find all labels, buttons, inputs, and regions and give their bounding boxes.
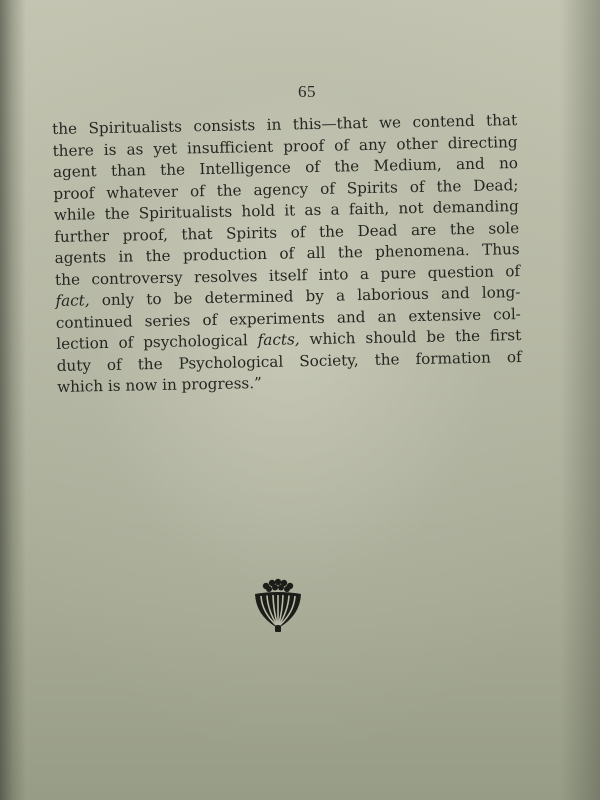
text-line: the Spiritualists consists in this—that we contend that xyxy=(52,111,518,138)
text-line: further proof, that Spirits of the Dead are the sole xyxy=(54,218,520,246)
text-line: while the Spiritualists hold it as a faith, not demanding xyxy=(53,197,519,224)
lotus-ornament-icon xyxy=(252,577,304,633)
text-line: agent than the Intelligence of the Medium, and no xyxy=(52,154,519,181)
text-line: proof whatever of the agency of Spirits of the Dead; xyxy=(53,175,519,203)
text-line: lection of psychological facts, which should be the first xyxy=(56,326,522,353)
text-line: agents in the production of all the phenomena. Thus xyxy=(54,240,520,267)
italic-word: fact, xyxy=(55,291,90,310)
text-line: there is as yet insufficient proof of any other directing xyxy=(52,132,518,160)
body-text xyxy=(52,110,522,398)
text-line: the controversy resolves itself into a pure question of xyxy=(54,261,521,289)
italic-word: facts, xyxy=(257,330,300,350)
text-line: continued series of experiments and an extensive col- xyxy=(55,304,521,332)
text-line: duty of the Psychological Society, the formation of xyxy=(56,347,522,375)
text-line: fact, only to be determined by a laborious and long- xyxy=(55,283,521,310)
page-number: 65 xyxy=(298,82,316,101)
text-line: which is now in progress.” xyxy=(56,374,263,396)
